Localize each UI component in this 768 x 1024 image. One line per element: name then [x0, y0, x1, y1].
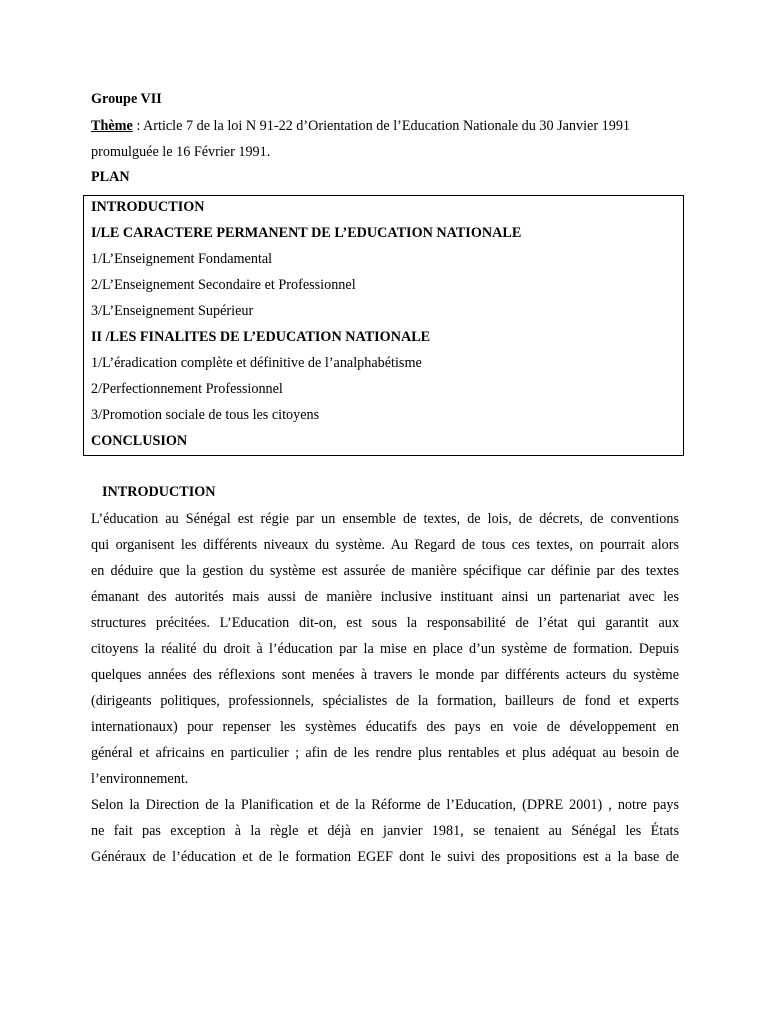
- plan-item: INTRODUCTION: [91, 199, 205, 215]
- plan-outline-box: [83, 195, 684, 456]
- plan-item: 2/Perfectionnement Professionnel: [91, 381, 283, 397]
- theme-label: Thème: [91, 118, 133, 134]
- paragraph-line: (dirigeants politiques, professionnels, spécialistes de la formation, bailleurs de fond et experts: [91, 693, 679, 709]
- plan-title: PLAN: [91, 169, 130, 185]
- plan-item: I/LE CARACTERE PERMANENT DE L’EDUCATION NATIONALE: [91, 225, 522, 241]
- paragraph-line: émanant des autorités mais aussi de manière inclusive instituant ainsi un partenariat avec les: [91, 589, 679, 605]
- group-title: Groupe VII: [91, 91, 162, 107]
- plan-item: II /LES FINALITES DE L’EDUCATION NATIONALE: [91, 329, 431, 345]
- paragraph-line: internationaux) pour repenser les systèmes éducatifs des pays en voie de développement en: [91, 719, 679, 735]
- paragraph-line: citoyens la réalité du droit à l’éducation par la mise en place d’un système de formation. Depuis: [91, 641, 679, 657]
- paragraph-line: en déduire que la gestion du système est assurée de manière spécifique car définie par des textes: [91, 563, 679, 579]
- paragraph-line: ne fait pas exception à la règle et déjà en janvier 1981, se tenaient au Sénégal les États: [91, 823, 679, 839]
- paragraph-line: quelques années des réflexions sont menées à travers le monde par différents acteurs du système: [91, 667, 679, 683]
- plan-item: 3/Promotion sociale de tous les citoyens: [91, 407, 320, 423]
- introduction-heading: INTRODUCTION: [102, 484, 216, 500]
- theme-line-continuation: promulguée le 16 Février 1991.: [91, 144, 271, 160]
- paragraph-line: Généraux de l’éducation et de le formation EGEF dont le suivi des propositions est a la base de: [91, 849, 679, 865]
- plan-item: CONCLUSION: [91, 433, 188, 449]
- plan-item: 1/L’éradication complète et définitive de l’analphabétisme: [91, 355, 422, 371]
- paragraph-line: structures précitées. L’Education dit-on, est sous la responsabilité de l’état qui garantit aux: [91, 615, 679, 631]
- plan-item: 3/L’Enseignement Supérieur: [91, 303, 254, 319]
- plan-item: 1/L’Enseignement Fondamental: [91, 251, 273, 267]
- paragraph-line: qui organisent les différents niveaux du système. Au Regard de tous ces textes, on pourrait alors: [91, 537, 679, 553]
- paragraph-line: l’environnement.: [91, 771, 189, 787]
- paragraph-line: Selon la Direction de la Planification et de la Réforme de l’Education, (DPRE 2001) , notre pays: [91, 797, 679, 813]
- paragraph-line: L’éducation au Sénégal est régie par un ensemble de textes, de lois, de décrets, de conventions: [91, 511, 679, 527]
- introduction-body: [91, 509, 679, 873]
- plan-item: 2/L’Enseignement Secondaire et Professionnel: [91, 277, 356, 293]
- theme-line: [91, 117, 630, 135]
- theme-text: : Article 7 de la loi N 91-22 d’Orientation de l’Education Nationale du 30 Janvier 1991: [132, 118, 631, 134]
- paragraph-line: général et africains en particulier ; afin de les rendre plus rentables et plus adéquat au besoin de: [91, 745, 679, 761]
